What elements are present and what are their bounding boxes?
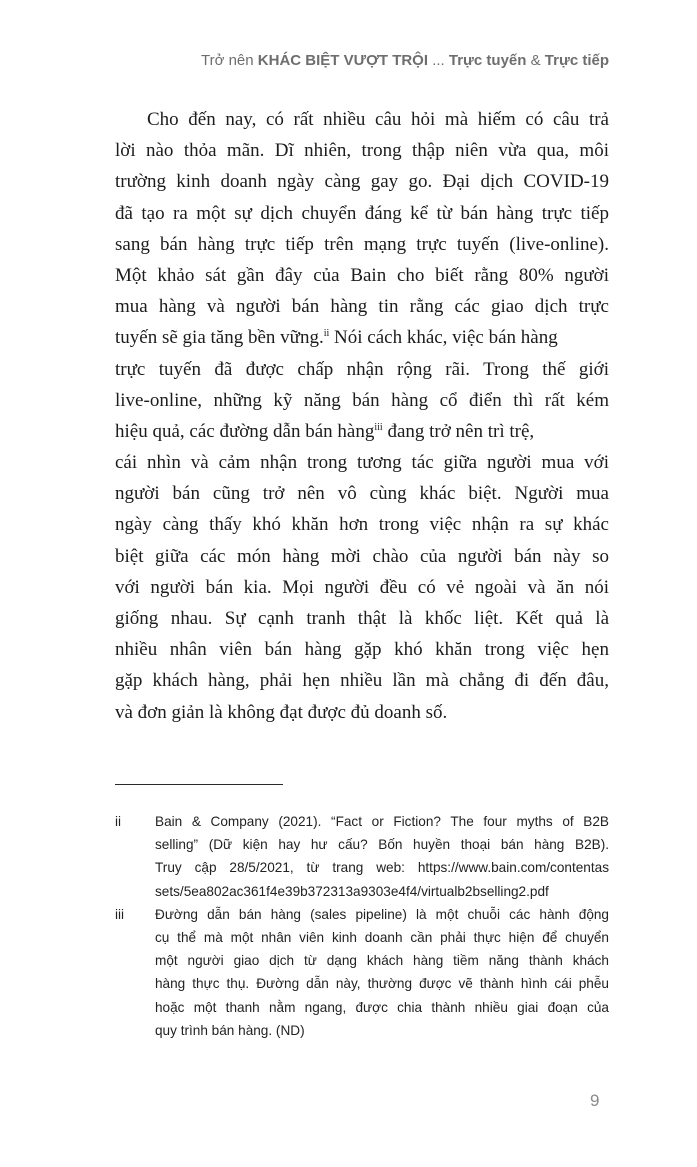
body-line: giống nhau. Sự cạnh tranh thật là khốc liệt. Kết quả là (115, 608, 609, 630)
footnote-line: quy trình bán hàng. (ND) (155, 1022, 305, 1038)
footnote-line: Bain & Company (2021). “Fact or Fiction? The four myths of B2B (155, 814, 609, 829)
body-line: trường kinh doanh ngày càng gay go. Đại dịch COVID-19 (115, 171, 609, 193)
body-line: với người bán kia. Mọi người đều có vẻ ngoài và ăn nói (115, 576, 609, 598)
body-segment: tuyến sẽ gia tăng bền vững. (115, 327, 324, 349)
body-line: live-online, những kỹ năng bán hàng cổ điển thì rất kém (115, 389, 609, 411)
footnote-line: hoặc một thanh nằm ngang, được chia thành nhiều giai đoạn của (155, 999, 609, 1015)
header-ampersand: & (526, 52, 545, 69)
body-line: và đơn giản là không đạt được đủ doanh số. (115, 701, 448, 723)
footnotes (115, 810, 609, 1042)
body-line: Cho đến nay, có rất nhiều câu hỏi mà hiếm có câu trả (147, 109, 609, 130)
footnote-ref-iii[interactable]: iii (374, 421, 383, 433)
body-line: gặp khách hàng, phải hẹn nhiều lần mà chẳng đi đến đâu, (115, 670, 609, 692)
body-paragraph (115, 104, 609, 728)
body-line: lời nào thỏa mãn. Dĩ nhiên, trong thập niên vừa qua, môi (115, 140, 609, 162)
body-segment: đang trở nên trì trệ, (382, 420, 535, 442)
footnote-line: một người giao dịch từ dạng khách hàng tiềm năng thành khách (155, 953, 609, 969)
header-ellipsis: ... (428, 52, 449, 69)
header-title-bold: KHÁC BIỆT VƯỢT TRỘI (257, 52, 429, 69)
body-line: trực tuyến đã được chấp nhận rộng rãi. Trong thế giới (115, 358, 609, 380)
footnote-line: Truy cập 28/5/2021, từ trang web: https://www.bain.com/contentas (155, 860, 609, 876)
body-line: đã tạo ra một sự dịch chuyển đáng kể từ bán hàng trực tiếp (115, 202, 609, 224)
footnote-ref-ii[interactable]: ii (323, 328, 330, 340)
footnote-line: Đường dẫn bán hàng (sales pipeline) là một chuỗi các hành động (155, 906, 609, 922)
body-line: người bán cũng trở nên vô cùng khác biệt. Người mua (115, 483, 609, 505)
footnote-separator (115, 784, 283, 785)
body-line: mua hàng và người bán hàng tin rằng các giao dịch trực (115, 296, 609, 318)
body-segment: Nói cách khác, việc bán hàng (329, 327, 558, 349)
header-text: Trở nên (200, 52, 258, 69)
footnote-ii (115, 810, 609, 903)
body-line: nhiều nhân viên bán hàng gặp khó khăn trong việc hẹn (115, 639, 609, 661)
footnote-mark: iii (115, 906, 125, 922)
body-line (115, 322, 609, 353)
page-number: 9 (590, 1091, 600, 1110)
body-line: ngày càng thấy khó khăn hơn trong việc nhận ra sự khác (115, 514, 609, 536)
body-line: sang bán hàng trực tiếp trên mạng trực tuyến (live-online). (115, 233, 609, 255)
footnote-line: sets/5ea802ac361f4e39b372313a9303e4f4/virtualb2bselling2.pdf (155, 883, 549, 899)
footnote-line: hàng thực thụ. Đường dẫn này, thường được vẽ thành hình cái phễu (155, 976, 609, 992)
footnote-iii (115, 903, 609, 1042)
header-direct: Trực tiếp (544, 52, 609, 69)
body-line: biệt giữa các món hàng mời chào của người bán này so (115, 545, 609, 567)
body-segment: hiệu quả, các đường dẫn bán hàng (115, 420, 375, 442)
footnote-text (155, 903, 609, 1042)
footnote-mark: ii (115, 814, 122, 829)
footnote-text (155, 810, 609, 903)
footnote-line: selling” (Dữ kiện hay hư cấu? Bốn huyền thoại bán hàng B2B). (155, 837, 609, 853)
body-line (115, 416, 609, 447)
footnote-line: cụ thể mà một nhân viên kinh doanh cần phải thực hiện để chuyển (155, 929, 609, 945)
header-online: Trực tuyến (448, 52, 527, 69)
body-line: cái nhìn và cảm nhận trong tương tác giữa người mua với (115, 452, 609, 474)
body-line: Một khảo sát gần đây của Bain cho biết rằng 80% người (115, 264, 609, 286)
running-header (201, 52, 609, 69)
